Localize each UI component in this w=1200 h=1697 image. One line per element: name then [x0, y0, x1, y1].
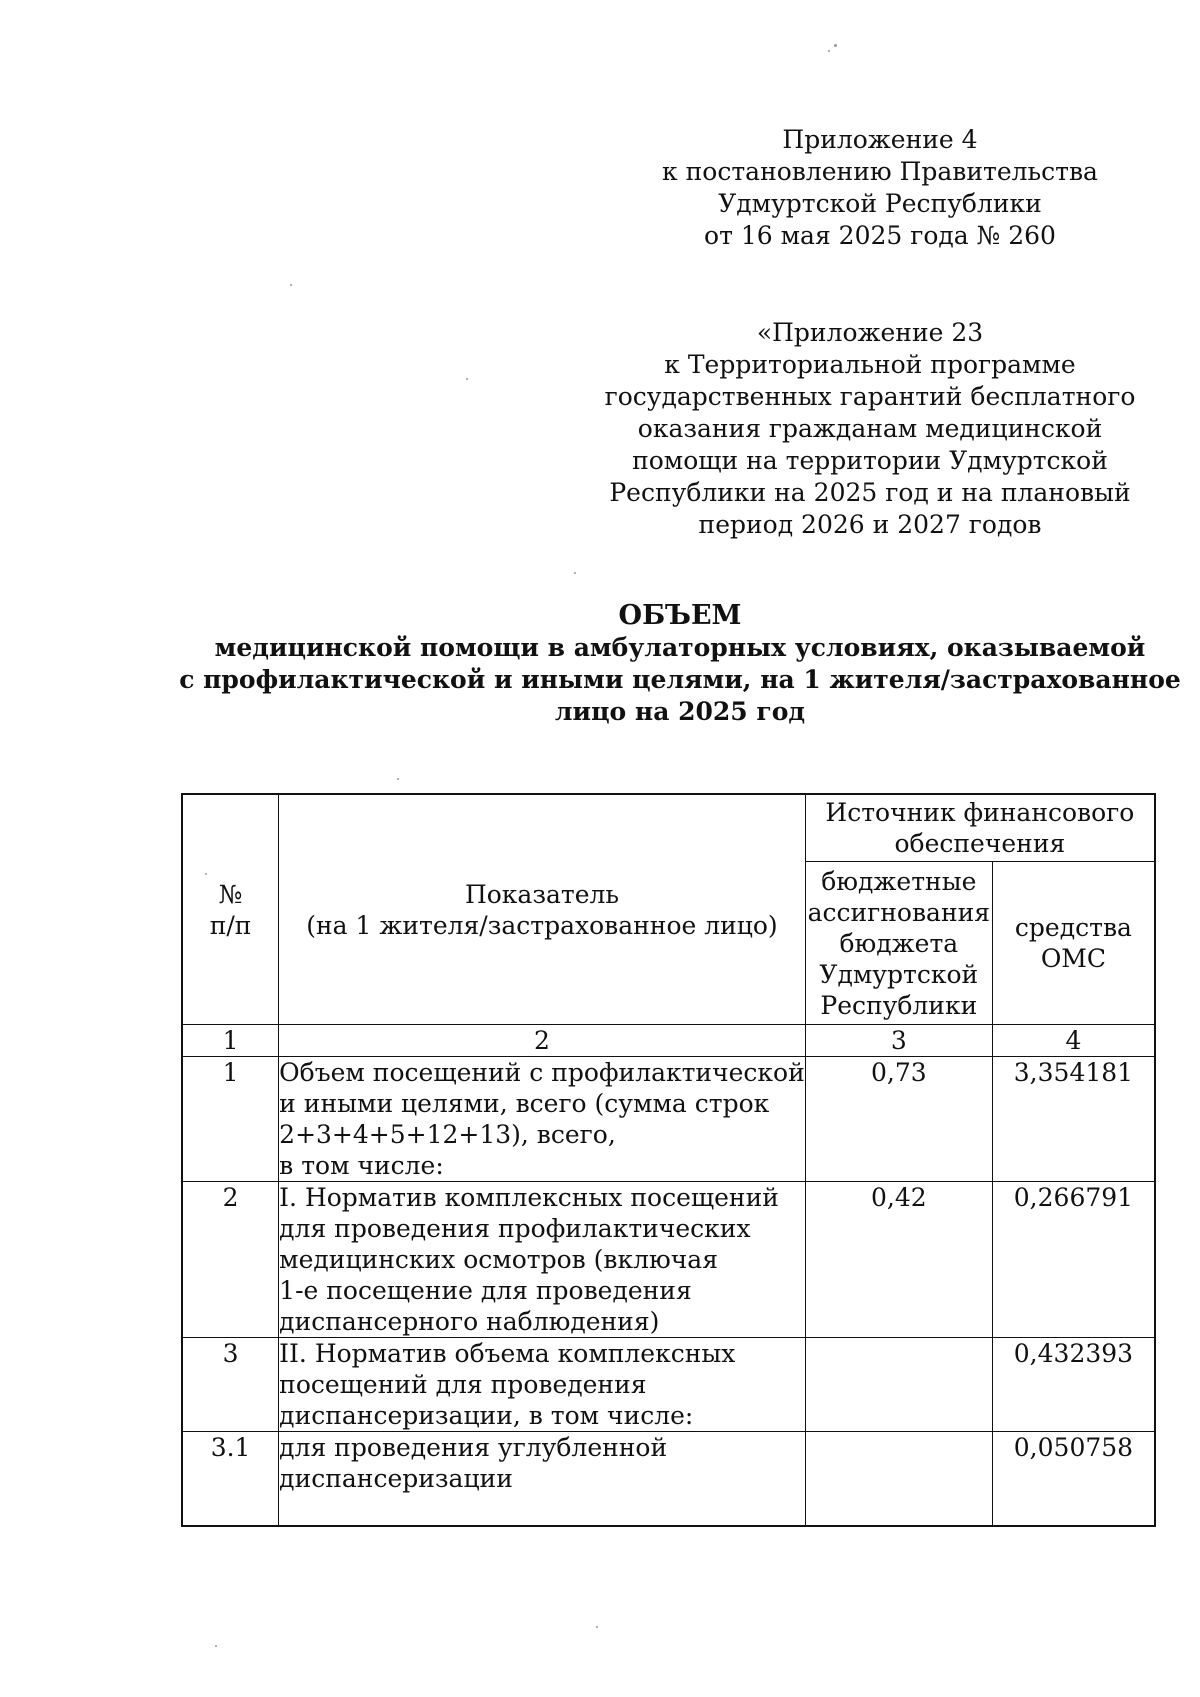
- scan-speck: [215, 1645, 217, 1647]
- row-number: 1: [182, 1057, 279, 1182]
- row-budget-value: 0,42: [805, 1182, 992, 1338]
- row-indicator: [279, 1182, 806, 1338]
- table-row: [182, 1432, 1155, 1527]
- row-oms-value: 0,432393: [992, 1338, 1155, 1432]
- header-number: [182, 794, 279, 1025]
- table-row: [182, 1182, 1155, 1338]
- indicator-line: для проведения профилактических: [279, 1214, 751, 1243]
- header-text: ассигнования: [807, 897, 991, 927]
- table-header-row: [182, 794, 1155, 862]
- scan-speck: [397, 778, 399, 780]
- row-budget-value: [805, 1432, 992, 1527]
- indicator-line: 1-е посещение для проведения: [279, 1276, 692, 1305]
- document-heading: [170, 600, 1190, 728]
- scan-speck: [828, 50, 830, 52]
- header-text: Источник финансового: [825, 798, 1135, 827]
- header-text: №: [218, 879, 243, 909]
- row-oms-value: 0,050758: [992, 1432, 1155, 1527]
- header-text: бюджета: [839, 928, 959, 958]
- table-row: [182, 1057, 1155, 1182]
- row-budget-value: [805, 1338, 992, 1432]
- scan-speck: [574, 572, 576, 574]
- column-number: 2: [279, 1025, 806, 1057]
- indicator-line: для проведения углубленной: [279, 1433, 668, 1462]
- document-subtitle-line: с профилактической и иными целями, на 1 жителя/застрахованное: [179, 665, 1181, 694]
- table-row: [182, 1338, 1155, 1432]
- indicator-line: II. Норматив объема комплексных: [279, 1339, 736, 1368]
- header-text: Удмуртской: [819, 959, 979, 989]
- appendix-reference-block: [660, 124, 1100, 252]
- row-budget-value: 0,73: [805, 1057, 992, 1182]
- indicator-line: диспансерного наблюдения): [279, 1307, 660, 1336]
- program-appendix-block: [600, 317, 1140, 541]
- row-number: 2: [182, 1182, 279, 1338]
- scan-speck: [466, 378, 468, 380]
- indicator-line: диспансеризации: [279, 1464, 513, 1493]
- program-appendix-line: период 2026 и 2027 годов: [698, 510, 1042, 539]
- column-number: 1: [182, 1025, 279, 1057]
- program-appendix-line: государственных гарантий бесплатного: [604, 382, 1136, 411]
- header-text: п/п: [209, 910, 252, 940]
- row-oms-value: 0,266791: [992, 1182, 1155, 1338]
- program-appendix-line: оказания гражданам медицинской: [637, 414, 1103, 443]
- column-number: 4: [992, 1025, 1155, 1057]
- indicator-line: в том числе:: [279, 1151, 444, 1180]
- header-text: (на 1 жителя/застрахованное лицо): [306, 910, 778, 940]
- indicator-line: и иными целями, всего (сумма строк: [279, 1089, 770, 1118]
- volume-table: [181, 793, 1156, 1527]
- row-number: 3: [182, 1338, 279, 1432]
- program-appendix-line: помощи на территории Удмуртской: [632, 446, 1108, 475]
- row-indicator: [279, 1338, 806, 1432]
- header-text: ОМС: [1040, 944, 1107, 973]
- appendix-line: от 16 мая 2025 года № 260: [704, 221, 1056, 250]
- appendix-line: Удмуртской Республики: [718, 189, 1042, 218]
- column-number-row: [182, 1025, 1155, 1057]
- indicator-line: 2+3+4+5+12+13), всего,: [279, 1120, 616, 1149]
- scan-speck: [834, 44, 837, 47]
- indicator-line: посещений для проведения: [279, 1370, 647, 1399]
- header-oms: [992, 862, 1155, 1025]
- appendix-line: Приложение 4: [782, 125, 978, 154]
- header-text: обеспечения: [894, 829, 1066, 858]
- indicator-line: диспансеризации, в том числе:: [279, 1401, 694, 1430]
- document-subtitle-line: медицинской помощи в амбулаторных условиях, оказываемой: [214, 633, 1146, 662]
- scan-speck: [596, 1626, 598, 1628]
- scan-speck: [290, 284, 292, 286]
- header-text: Показатель: [464, 879, 619, 909]
- header-text: Республики: [820, 990, 978, 1020]
- row-indicator: [279, 1057, 806, 1182]
- program-appendix-line: Республики на 2025 год и на плановый: [609, 478, 1131, 507]
- document-subtitle-line: лицо на 2025 год: [554, 697, 806, 726]
- indicator-line: медицинских осмотров (включая: [279, 1245, 718, 1274]
- indicator-line: Объем посещений с профилактической: [279, 1058, 805, 1087]
- row-oms-value: 3,354181: [992, 1057, 1155, 1182]
- indicator-line: I. Норматив комплексных посещений: [279, 1183, 779, 1212]
- header-budget: [805, 862, 992, 1025]
- column-number: 3: [805, 1025, 992, 1057]
- row-number: 3.1: [182, 1432, 279, 1527]
- header-indicator: [279, 794, 806, 1025]
- appendix-line: к постановлению Правительства: [662, 157, 1098, 186]
- header-text: бюджетные: [821, 866, 977, 896]
- document-title: ОБЪЕМ: [618, 600, 742, 631]
- program-appendix-line: «Приложение 23: [756, 318, 984, 347]
- program-appendix-line: к Территориальной программе: [664, 350, 1076, 379]
- header-text: средства: [1014, 913, 1132, 942]
- header-funding-source: [805, 794, 1155, 862]
- row-indicator: [279, 1432, 806, 1527]
